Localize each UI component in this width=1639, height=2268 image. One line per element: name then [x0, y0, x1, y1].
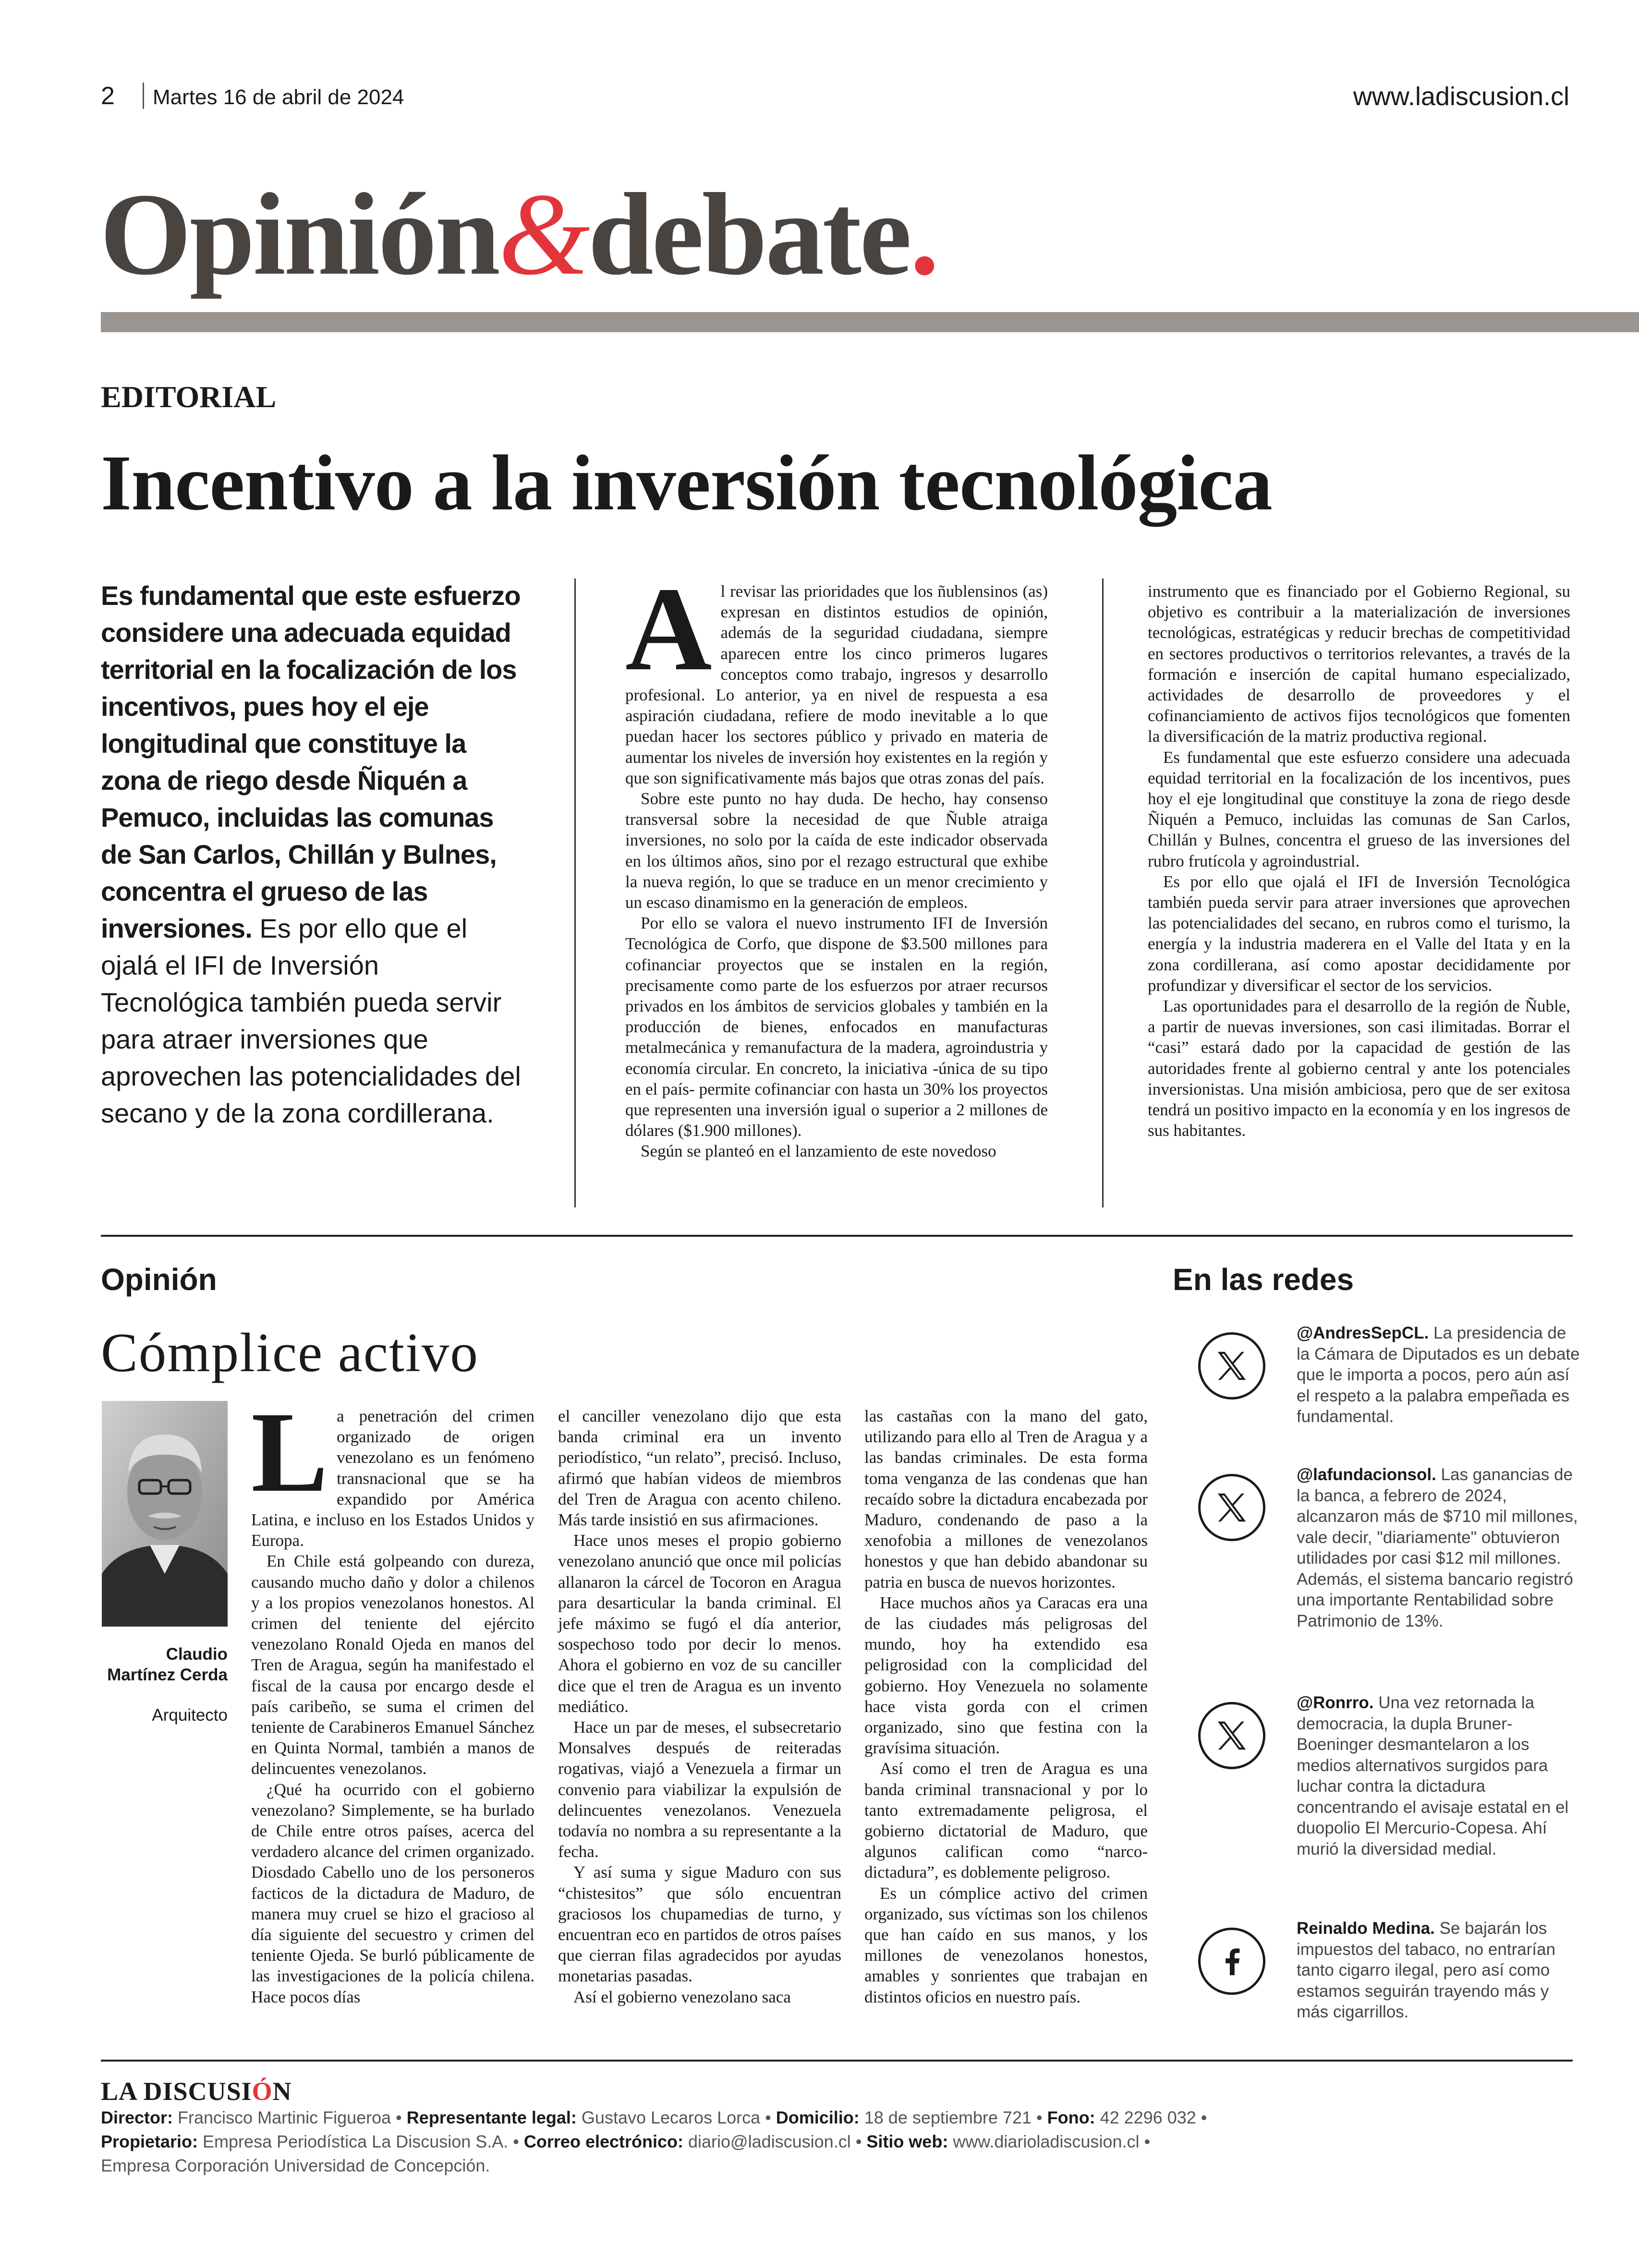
drop-cap: A — [625, 563, 712, 696]
social-post-body: Una vez retornada la democracia, la dupla Bruner-Boeninger desmantelaron a los medios alternativos surgidos para luchar contra la dictadura concentrando el avisaje estatal en el duopolio El Mercurio-Copesa. Ahí murió la diversidad medial. — [1297, 1693, 1569, 1858]
social-post-text — [1297, 1692, 1580, 1859]
social-post-body: Se bajarán los impuestos del tabaco, no entrarían tanto cigarro ilegal, pero así como estamos seguirán trayendo más y más cigarrillos. — [1297, 1919, 1555, 2021]
opinion-paragraph: Hace unos meses el propio gobierno venezolano anunció que once mil policías allanaron la cárcel de Tocoron en Aragua para desarticular la banda criminal. El jefe máximo se fugó el día anterior, sospechoso todo por decir lo menos. Ahora el gobierno en voz de su canciller dice que el tren de Aragua es un invento mediático. — [558, 1531, 841, 1716]
website-url[interactable]: www.ladiscusion.cl — [1353, 82, 1569, 111]
opinion-paragraph: Hace un par de meses, el subsecretario Monsalves después de reiteradas rogativas, viajó a Venezuela a firmar un convenio para viabilizar la expulsión de delincuentes venezolanos. Venezuela todavía no nombra a su representante a la fecha. — [558, 1718, 841, 1861]
social-section-label: En las redes — [1173, 1262, 1354, 1297]
editorial-paragraph: Es por ello que ojalá el IFI de Inversión Tecnológica también pueda servir para atraer inversiones que aprovechen las potencialidades del secano, en rubros como el turismo, la energía y la industria maderera en el Valle del Itata y en la zona cordillerana, así como apostar decididamente por profundizar y diversificar el sector de los servicios. — [1148, 872, 1570, 995]
editorial-lead-rest: Es por ello que el ojalá el IFI de Inversión Tecnológica también pueda servir para atraer inversiones que aprovechen las potencialidades del secano y de la zona cordillerana. — [101, 913, 521, 1128]
opinion-headline: Cómplice activo — [101, 1322, 479, 1383]
opinion-label: Opinión — [101, 1262, 217, 1297]
editorial-paragraph: instrumento que es financiado por el Gobierno Regional, su objetivo es contribuir a la materialización de inversiones tecnológicas, estratégicas y reducir brechas de competitividad en sectores productivos o territorios relevantes, a través de la formación e inserción de capital humano especializado, actividades de desarrollo de proveedores y el cofinanciamiento de activos fijos tecnológicos que fomenten la diversificación de la matriz productiva regional. — [1148, 582, 1570, 746]
brand-text: N — [272, 2077, 292, 2106]
opinion-paragraph: ¿Qué ha ocurrido con el gobierno venezolano? Simplemente, se ha burlado de Chile entre otros países, acerca del verdadero alcance del crimen organizado. Diosdado Cabello uno de los personeros facticos de la dictadura de Maduro, de manera muy cruel se hizo el gracioso al día siguiente del secuestro y crimen del teniente Ojeda. Se burló públicamente de las investigaciones de la policía chilena. Hace pocos días — [251, 1780, 534, 2006]
section-title-part2: debate — [588, 169, 910, 299]
opinion-paragraph — [251, 1388, 534, 1551]
author-role: Arquitecto — [152, 1706, 228, 1725]
paragraph-text: l revisar las prioridades que los ñublensinos (as) expresan en distintos estudios de opinión, además de la seguridad ciudadana, siempre aparecen entre los cinco primeros lugares conceptos como trabajo, ingresos y desarrollo profesional. Lo anterior, ya en nivel de respuesta a esa aspiración ciudadana, refiere de modo inevitable a lo que puedan hacer los sectores público y privado en materia de aumentar los niveles de inversión hoy existentes en la región y que son significativamente más bajos que otras zonas del país. — [625, 582, 1048, 787]
editorial-headline: Incentivo a la inversión tecnológica — [101, 439, 1272, 527]
footer-value: Empresa Periodística La Discusion S.A. • — [198, 2132, 524, 2151]
social-post-body: Las ganancias de la banca, a febrero de 2024, alcanzaron más de $710 mil millones, vale decir, "diariamente" obtuvieron utilidades por casi $12 mil millones. Además, el sistema bancario registró una importante Rentabilidad sobre Patrimonio de 13%. — [1297, 1465, 1578, 1630]
footer-label: Representante legal: — [406, 2108, 577, 2127]
footer-label: Correo electrónico: — [523, 2132, 683, 2151]
opinion-paragraph: Así como el tren de Aragua es una banda criminal transnacional y por lo tanto extremadamente peligrosa, el gobierno dictatorial de Maduro, que algunos califican como “narco-dictadura”, es doblemente peligroso. — [864, 1759, 1148, 1882]
x-logo-icon — [1198, 1332, 1265, 1399]
editorial-column-3 — [1148, 581, 1570, 1141]
opinion-paragraph: Hace muchos años ya Caracas era una de las ciudades más peligrosas del mundo, hoy ha extendido esa peligrosidad con la complicidad del gobierno. Hoy Venezuela no solamente hace vista gorda con el crimen organizado, sino que festina con la gravísima situación. — [864, 1593, 1148, 1758]
drop-cap: L — [251, 1388, 328, 1516]
section-divider-line — [101, 1235, 1573, 1237]
editorial-paragraph: Según se planteó en el lanzamiento de este novedoso — [641, 1142, 996, 1161]
editorial-column-2 — [625, 563, 1048, 1162]
section-title-part1: Opinión — [100, 169, 498, 299]
brand-text: LA DISCUSI — [101, 2077, 252, 2106]
social-handle[interactable]: @AndresSepCL. — [1297, 1324, 1429, 1342]
editorial-paragraph: Es fundamental que este esfuerzo considere una adecuada equidad territorial en la focalización de los incentivos, pues hoy el eje longitudinal que constituye la zona de riego desde Ñiquén a Pemuco, incluidas las comunas de San Carlos, Chillán y Bulnes, concentra el grueso de las inversiones del rubro frutícola y agroindustrial. — [1148, 748, 1570, 870]
author-name: Claudio Martínez Cerda — [107, 1645, 228, 1684]
social-post-body: La presidencia de la Cámara de Diputados es un debate que le importa a pocos, pero aún así el respeto a la palabra empeñada es fundamental. — [1297, 1324, 1580, 1426]
opinion-column-1 — [251, 1388, 534, 2007]
editorial-lead — [101, 577, 523, 1132]
column-rule — [1102, 579, 1104, 1207]
social-handle[interactable]: @lafundacionsol. — [1297, 1465, 1436, 1484]
footer-website[interactable]: www.diarioladiscusion.cl • — [948, 2132, 1151, 2151]
section-title-dot: . — [910, 169, 937, 299]
x-logo-icon — [1198, 1474, 1265, 1541]
opinion-paragraph: Así el gobierno venezolano saca — [573, 1987, 791, 2006]
opinion-column-3 — [864, 1406, 1148, 2007]
opinion-paragraph: En Chile está golpeando con dureza, causando mucho daño y dolor a chilenos y a los propios venezolanos honestos. Al crimen del teniente del ejército venezolano Ronald Ojeda en manos del Tren de Aragua, según ha manifestado el fiscal de la causa por encargo desde el país caribeño, se suma el crimen del teniente de Carabineros Emanuel Sánchez en Quinta Normal, también a manos de delincuentes venezolanos. — [251, 1552, 534, 1778]
footer-value: Gustavo Lecaros Lorca • — [576, 2108, 776, 2127]
section-title-ampersand: & — [498, 169, 588, 299]
header-divider — [143, 83, 144, 109]
opinion-paragraph: Es un cómplice activo del crimen organizado, sus víctimas son los chilenos que han caído en sus manos, y los millones de venezolanos honestos, amables y sonrientes que trabajan en distintos oficios en nuestro país. — [864, 1883, 1148, 2006]
editorial-paragraph: Por ello se valora el nuevo instrumento IFI de Inversión Tecnológica de Corfo, que dispone de $3.500 millones para cofinanciar proyectos que se instalen en la región, precisamente como parte de los esfuerzos por atraer recursos privados en los ámbitos de servicios globales y también en la producción de bienes, enfocados en manufacturas metalmecánica y remanufactura de la madera, agroindustria y economía circular. En concreto, la iniciativa -única de su tipo en el país- permite cofinanciar con hasta un 30% los proyectos que representen una inversión igual o superior a 2 millones de dólares ($1.900 millones). — [625, 914, 1048, 1140]
opinion-paragraph: el canciller venezolano dijo que esta banda criminal era un invento periodístico, “un relato”, precisó. Incluso, afirmó que habían videos de miembros del Tren de Aragua con acento chileno. Más tarde insistió en sus afirmaciones. — [558, 1407, 841, 1530]
social-post-text — [1297, 1323, 1580, 1427]
social-handle[interactable]: @Ronrro. — [1297, 1693, 1374, 1712]
newspaper-brand — [101, 2076, 292, 2106]
footer-divider-line — [101, 2060, 1573, 2062]
editorial-label: EDITORIAL — [101, 380, 277, 414]
issue-date: Martes 16 de abril de 2024 — [153, 85, 404, 109]
column-rule — [574, 579, 576, 1207]
brand-accent-letter: Ó — [252, 2077, 273, 2106]
editorial-paragraph — [625, 563, 1048, 788]
footer-value: 18 de septiembre 721 • — [859, 2108, 1047, 2127]
footer-corporation: Empresa Corporación Universidad de Concepción. — [101, 2156, 490, 2175]
social-post-text — [1297, 1918, 1580, 2023]
footer-value: 42 2296 032 • — [1095, 2108, 1207, 2127]
section-title — [100, 169, 937, 299]
x-logo-icon — [1198, 1702, 1265, 1769]
footer-label: Director: — [101, 2108, 173, 2127]
page-number: 2 — [101, 82, 115, 110]
footer-value: Francisco Martinic Figueroa • — [173, 2108, 407, 2127]
footer-label: Propietario: — [101, 2132, 198, 2151]
footer-credits-line — [101, 2132, 1150, 2152]
footer-label: Fono: — [1047, 2108, 1095, 2127]
footer-email[interactable]: diario@ladiscusion.cl • — [683, 2132, 867, 2151]
paragraph-text: a penetración del crimen organizado de origen venezolano es un fenómeno transnacional que se ha expandido por América Latina, e incluso en los Estados Unidos y Europa. — [251, 1407, 534, 1550]
editorial-lead-bold: Es fundamental que este esfuerzo considere una adecuada equidad territorial en la focalización de los incentivos, pues hoy el eje longitudinal que constituye la zona de riego desde Ñiquén a Pemuco, incluidas las comunas de San Carlos, Chillán y Bulnes, concentra el grueso de las inversiones. — [101, 580, 521, 943]
section-divider-bar — [101, 312, 1639, 332]
social-handle[interactable]: Reinaldo Medina. — [1297, 1919, 1435, 1938]
opinion-paragraph: las castañas con la mano del gato, utilizando para ello al Tren de Aragua y a las bandas criminales. De esta forma toma venganza de las condenas que han recaído sobre la dictadura encabezada por Maduro, condenando de paso a la xenofobia a millones de venezolanos honestos y que han debido abandonar su patria en busca de nuevos horizontes. — [864, 1407, 1148, 1592]
footer-label: Sitio web: — [866, 2132, 948, 2151]
author-photo — [102, 1401, 228, 1627]
footer-label: Domicilio: — [776, 2108, 860, 2127]
facebook-logo-icon — [1198, 1928, 1265, 1995]
editorial-paragraph: Las oportunidades para el desarrollo de la región de Ñuble, a partir de nuevas inversiones, son casi ilimitadas. Borrar el “casi” estará dado por la capacidad de gestión de las autoridades frente al gobierno central y ante los potenciales inversionistas. Una misión ambiciosa, pero que de ser exitosa tendrá un positivo impacto en la economía y en los ingresos de sus habitantes. — [1148, 997, 1570, 1140]
editorial-paragraph: Sobre este punto no hay duda. De hecho, hay consenso transversal sobre la necesidad de que Ñuble atraiga inversiones, no solo por la caída de este indicador observada en los últimos años, sino por el rezago estructural que exhibe la nueva región, lo que se traduce en un menor crecimiento y un escaso dinamismo en la generación de empleos. — [625, 789, 1048, 912]
opinion-column-2 — [558, 1406, 841, 2007]
footer-credits-line — [101, 2108, 1207, 2128]
social-post-text — [1297, 1464, 1580, 1631]
opinion-paragraph: Y así suma y sigue Maduro con sus “chistesitos” que sólo encuentran graciosos los chupamedias de turno, y encuentran eco en partidos de otros países que cierran filas agradecidos por ayudas monetarias pasadas. — [558, 1863, 841, 1986]
